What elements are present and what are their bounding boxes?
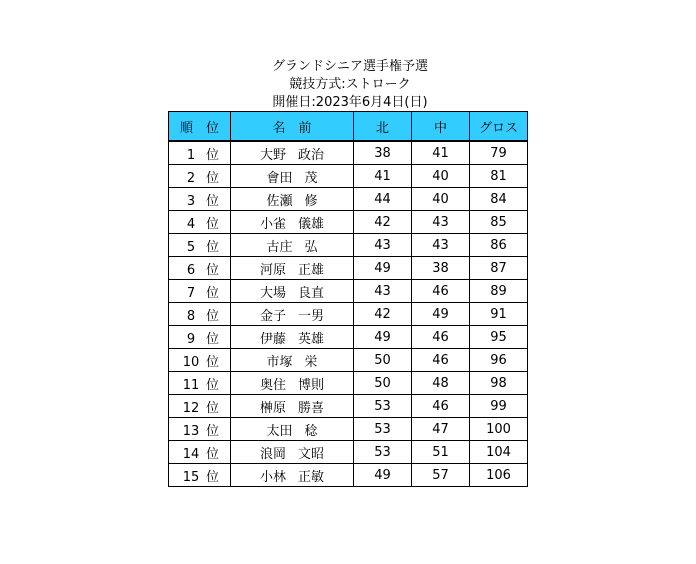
given-name: 良直 (298, 285, 325, 301)
table-row (169, 303, 528, 326)
rank-number: 7 (186, 285, 196, 301)
title-block (168, 58, 532, 112)
rank-cell (169, 372, 231, 395)
table-row (169, 234, 528, 257)
rank-cell (169, 395, 231, 418)
middle-score: 46 (412, 395, 470, 418)
name-cell (231, 395, 354, 418)
given-name: 茂 (304, 170, 318, 186)
north-score: 42 (354, 303, 412, 326)
header-row (169, 112, 528, 142)
rank-cell (169, 234, 231, 257)
family-name: 大野 (259, 147, 286, 163)
table-row (169, 211, 528, 234)
name-cell (231, 234, 354, 257)
rank-unit: 位 (205, 170, 219, 186)
given-name: 修 (304, 193, 318, 209)
rank-number: 9 (186, 331, 196, 347)
name-cell (231, 188, 354, 211)
family-name: 伊藤 (259, 331, 286, 347)
rank-number: 3 (186, 193, 196, 209)
rank-unit: 位 (205, 354, 219, 370)
rank-unit: 位 (205, 400, 219, 416)
table-row (169, 188, 528, 211)
north-score: 49 (354, 326, 412, 349)
north-score: 43 (354, 234, 412, 257)
column-header-rank: 順 位 (169, 112, 231, 142)
table-row (169, 418, 528, 441)
rank-cell (169, 464, 231, 487)
north-score: 49 (354, 464, 412, 487)
family-name: 金子 (259, 308, 286, 324)
given-name: 正敏 (298, 469, 325, 485)
middle-score: 38 (412, 257, 470, 280)
north-score: 49 (354, 257, 412, 280)
name-cell (231, 303, 354, 326)
name-cell (231, 141, 354, 165)
gross-score: 89 (470, 280, 528, 303)
gross-score: 84 (470, 188, 528, 211)
middle-score: 49 (412, 303, 470, 326)
rank-cell (169, 257, 231, 280)
name-cell (231, 280, 354, 303)
rank-number: 8 (186, 308, 196, 324)
north-score: 42 (354, 211, 412, 234)
north-score: 53 (354, 395, 412, 418)
rank-unit: 位 (205, 285, 219, 301)
middle-score: 40 (412, 165, 470, 188)
name-cell (231, 372, 354, 395)
middle-score: 46 (412, 280, 470, 303)
rank-cell (169, 211, 231, 234)
middle-score: 47 (412, 418, 470, 441)
rank-number: 11 (182, 377, 200, 393)
name-cell (231, 418, 354, 441)
given-name: 正雄 (298, 262, 325, 278)
family-name: 小雀 (259, 216, 286, 232)
gross-score: 99 (470, 395, 528, 418)
rank-cell (169, 303, 231, 326)
gross-score: 104 (470, 441, 528, 464)
rank-number: 2 (186, 170, 196, 186)
gross-score: 95 (470, 326, 528, 349)
column-header-north: 北 (354, 112, 412, 142)
name-cell (231, 349, 354, 372)
rank-unit: 位 (205, 423, 219, 439)
rank-number: 10 (182, 354, 200, 370)
rank-unit: 位 (205, 308, 219, 324)
north-score: 50 (354, 349, 412, 372)
name-cell (231, 464, 354, 487)
rank-cell (169, 165, 231, 188)
middle-score: 46 (412, 326, 470, 349)
family-name: 奥住 (259, 377, 286, 393)
rank-number: 1 (186, 147, 196, 163)
gross-score: 81 (470, 165, 528, 188)
table-row (169, 141, 528, 165)
family-name: 太田 (266, 423, 293, 439)
rank-cell (169, 280, 231, 303)
results-table (168, 111, 528, 487)
rank-number: 15 (182, 469, 200, 485)
page-title: グランドシニア選手権予選 (271, 59, 428, 74)
name-cell (231, 441, 354, 464)
rank-number: 13 (182, 423, 200, 439)
rank-unit: 位 (205, 193, 219, 209)
middle-score: 40 (412, 188, 470, 211)
rank-number: 5 (186, 239, 196, 255)
rank-unit: 位 (205, 216, 219, 232)
middle-score: 41 (412, 141, 470, 165)
rank-unit: 位 (205, 262, 219, 278)
rank-cell (169, 141, 231, 165)
rank-unit: 位 (205, 377, 219, 393)
gross-score: 98 (470, 372, 528, 395)
name-cell (231, 165, 354, 188)
given-name: 一男 (298, 308, 325, 324)
rank-number: 14 (182, 446, 200, 462)
gross-score: 106 (470, 464, 528, 487)
rank-cell (169, 326, 231, 349)
middle-score: 48 (412, 372, 470, 395)
column-header-gross: グロス (470, 112, 528, 142)
gross-score: 100 (470, 418, 528, 441)
given-name: 儀雄 (298, 216, 325, 232)
given-name: 文昭 (298, 446, 325, 462)
rank-unit: 位 (205, 469, 219, 485)
family-name: 市塚 (266, 354, 293, 370)
family-name: 榊原 (259, 400, 286, 416)
table-row (169, 165, 528, 188)
north-score: 38 (354, 141, 412, 165)
rank-unit: 位 (205, 147, 219, 163)
family-name: 會田 (266, 170, 293, 186)
column-header-name: 名 前 (231, 112, 354, 142)
gross-score: 91 (470, 303, 528, 326)
table-row (169, 441, 528, 464)
table-row (169, 280, 528, 303)
north-score: 43 (354, 280, 412, 303)
rank-unit: 位 (205, 331, 219, 347)
table-row (169, 464, 528, 487)
table-row (169, 395, 528, 418)
rank-cell (169, 188, 231, 211)
gross-score: 79 (470, 141, 528, 165)
given-name: 勝喜 (298, 400, 325, 416)
given-name: 英雄 (298, 331, 325, 347)
north-score: 53 (354, 418, 412, 441)
family-name: 浪岡 (259, 446, 286, 462)
name-cell (231, 211, 354, 234)
gross-score: 87 (470, 257, 528, 280)
rank-unit: 位 (205, 446, 219, 462)
given-name: 稔 (304, 423, 318, 439)
column-header-middle: 中 (412, 112, 470, 142)
rank-unit: 位 (205, 239, 219, 255)
gross-score: 85 (470, 211, 528, 234)
north-score: 53 (354, 441, 412, 464)
family-name: 佐瀬 (266, 193, 293, 209)
north-score: 50 (354, 372, 412, 395)
gross-score: 86 (470, 234, 528, 257)
table-row (169, 349, 528, 372)
family-name: 大場 (259, 285, 286, 301)
middle-score: 43 (412, 211, 470, 234)
middle-score: 43 (412, 234, 470, 257)
name-cell (231, 257, 354, 280)
given-name: 博則 (298, 377, 325, 393)
given-name: 弘 (304, 239, 318, 255)
competition-format: 競技方式:ストローク (289, 77, 411, 92)
family-name: 小林 (259, 469, 286, 485)
north-score: 41 (354, 165, 412, 188)
north-score: 44 (354, 188, 412, 211)
rank-number: 12 (182, 400, 200, 416)
middle-score: 51 (412, 441, 470, 464)
rank-cell (169, 418, 231, 441)
name-cell (231, 326, 354, 349)
table-row (169, 372, 528, 395)
table-row (169, 326, 528, 349)
given-name: 政治 (298, 147, 325, 163)
rank-cell (169, 441, 231, 464)
rank-number: 4 (186, 216, 196, 232)
results-body (169, 141, 528, 487)
family-name: 河原 (259, 262, 286, 278)
middle-score: 57 (412, 464, 470, 487)
given-name: 栄 (304, 354, 318, 370)
middle-score: 46 (412, 349, 470, 372)
rank-cell (169, 349, 231, 372)
rank-number: 6 (186, 262, 196, 278)
family-name: 古庄 (266, 239, 293, 255)
gross-score: 96 (470, 349, 528, 372)
event-date: 開催日:2023年6月4日(日) (272, 95, 428, 110)
table-row (169, 257, 528, 280)
